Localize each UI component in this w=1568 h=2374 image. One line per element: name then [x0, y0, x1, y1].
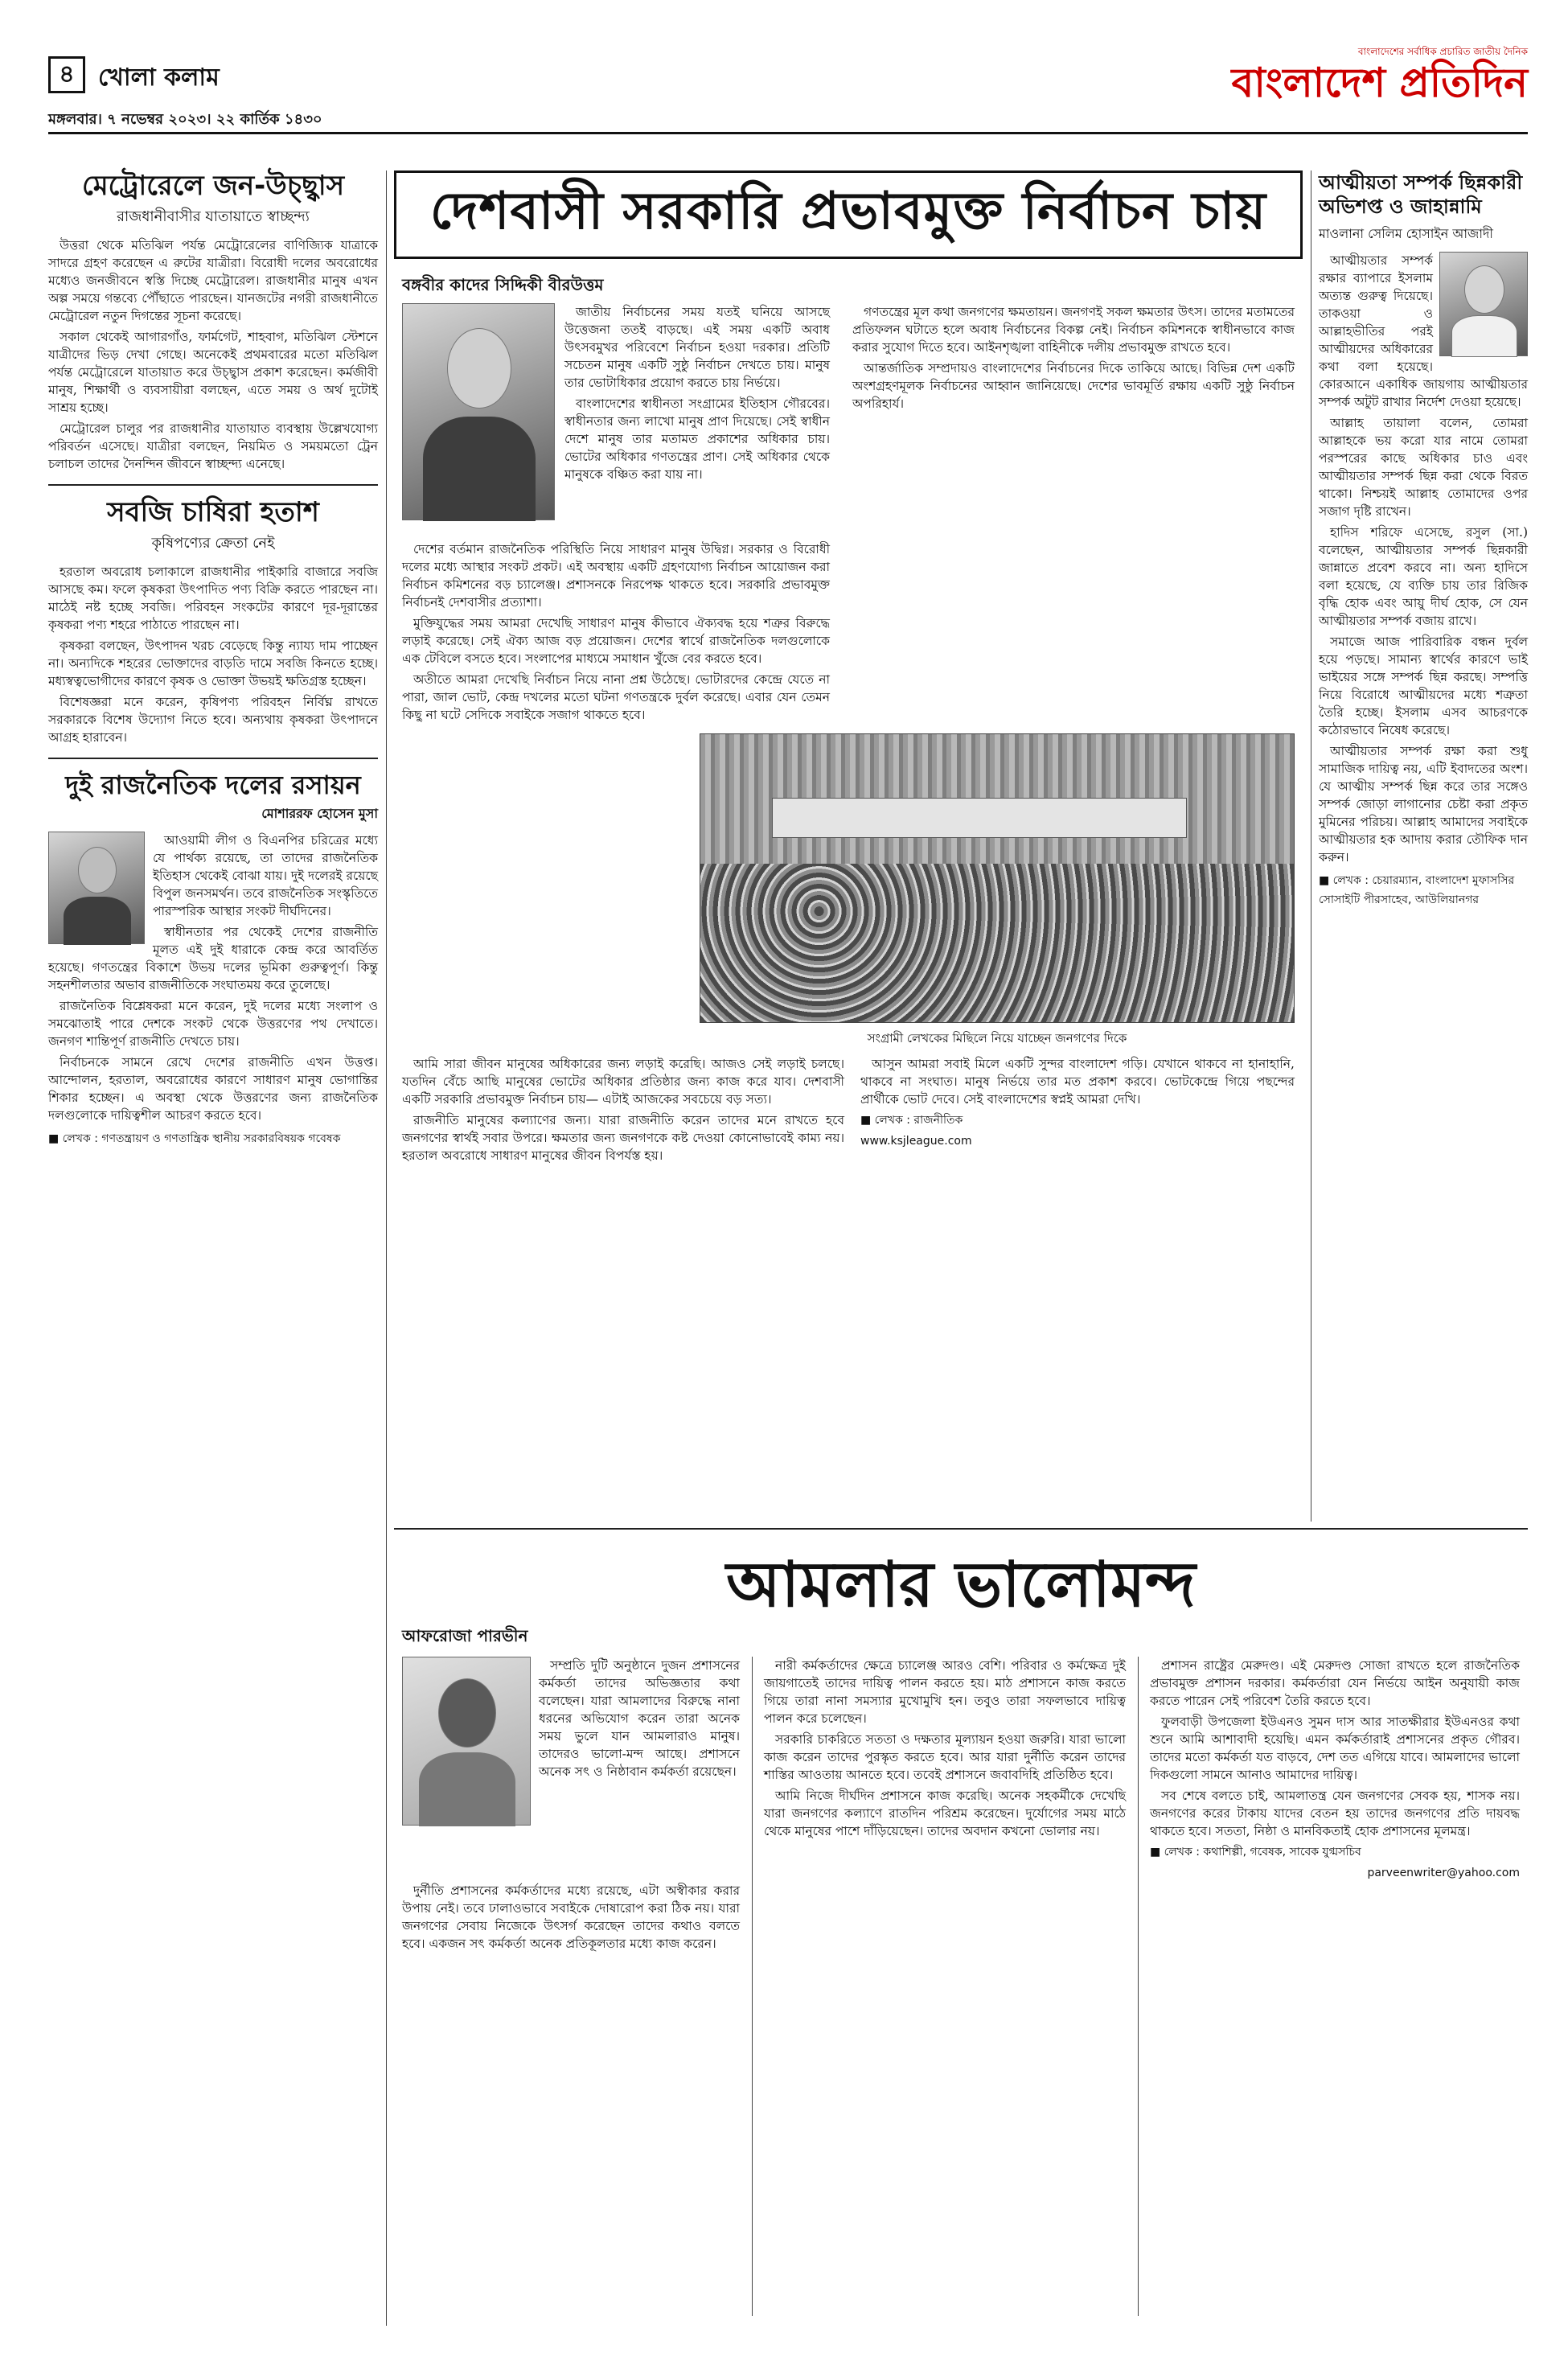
author-head-shape	[78, 847, 117, 893]
bottom-paragraph: প্রশাসন রাষ্ট্রের মেরুদণ্ড। এই মেরুদণ্ড সোজা রাখতে হলে রাজনৈতিক প্রভাবমুক্ত প্রশাসন দরকার। কর্মকর্তারা যেন নির্ভয়ে আইন অনুযায়ী কাজ করতে পারেন সেই পরিবেশ তৈরি করতে হবে।	[1150, 1658, 1520, 1708]
page-number: ৪	[48, 56, 85, 93]
bottom-column-1-top	[539, 1657, 740, 1784]
main-column-2-top	[852, 303, 1295, 416]
section-name: খোলা কলাম	[98, 64, 220, 92]
section-divider	[48, 758, 378, 759]
religion-paragraph: সমাজে আজ পারিবারিক বন্ধন দুর্বল হয়ে পড়ছে। সামান্য স্বার্থের কারণে ভাই ভাইয়ের সঙ্গে সম্পর্ক ছিন্ন করছে। সম্পত্তি নিয়ে বিরোধে আত্মীয়দের মধ্যে শত্রুতা তৈরি হচ্ছে। ইসলাম এসব আচরণকে কঠোরভাবে নিষেধ করেছে।	[1319, 635, 1528, 737]
vegetable-body	[48, 563, 378, 746]
section-divider	[48, 484, 378, 486]
politics-paragraph: আওয়ামী লীগ ও বিএনপির চরিত্রের মধ্যে যে পার্থক্য রয়েছে, তা তাদের রাজনৈতিক ইতিহাস থেকেই বোঝা যায়। দুই দলেরই রয়েছে বিপুল জনসমর্থন। তবে রাজনৈতিক সংস্কৃতিতে পারস্পরিক আস্থার সংকট দীর্ঘদিনের।	[153, 832, 378, 918]
bottom-paragraph: ফুলবাড়ী উপজেলা ইউএনও সুমন দাস আর সাতক্ষীরার ইউএনওর কথা শুনে আমি আশাবাদী হয়েছি। এমন কর্মকর্তারাই প্রশাসনের প্রকৃত গৌরব। তাদের মতো কর্মকর্তা যত বাড়বে, দেশ তত এগিয়ে যাবে। আমলাদের ভালো দিকগুলো সামনে আনাও আমাদের দায়িত্ব।	[1150, 1715, 1520, 1782]
masthead-logo: বাংলাদেশ প্রতিদিন	[1231, 60, 1528, 106]
religion-paragraph: আত্মীয়তার সম্পর্ক রক্ষার ব্যাপারে ইসলাম অত্যন্ত গুরুত্ব দিয়েছে। তাকওয়া ও আল্লাহভীতির পরই আত্মীয়দের অধিকারের কথা বলা হয়েছে। কোরআনে একাধিক জায়গায় আত্মীয়তার সম্পর্ক অটুট রাখার নির্দেশ দেওয়া হয়েছে।	[1319, 253, 1528, 409]
vegetable-paragraph: বিশেষজ্ঞরা মনে করেন, কৃষিপণ্য পরিবহন নির্বিঘ্ন রাখতে সরকারকে বিশেষ উদ্যোগ নিতে হবে। অন্যথায় কৃষকরা উৎপাদনে আগ্রহ হারাবেন।	[48, 695, 378, 745]
main-paragraph: জাতীয় নির্বাচনের সময় যতই ঘনিয়ে আসছে উত্তেজনা ততই বাড়ছে। এই সময় একটি অবাধ উৎসবমুখর পরিবেশে নির্বাচন হওয়া দরকার। প্রতিটি সচেতন মানুষ একটি সুষ্ঠু নির্বাচন দেখতে চায়। মানুষ তার ভোটাধিকার প্রয়োগ করতে চায় নির্ভয়ে।	[564, 305, 830, 390]
bottom-author-photo	[402, 1657, 531, 1826]
main-byline: বঙ্গবীর কাদের সিদ্দিকী বীরউত্তম	[402, 275, 604, 294]
left-column	[48, 170, 378, 1148]
main-paragraph: আন্তর্জাতিক সম্প্রদায়ও বাংলাদেশের নির্বাচনের দিকে তাকিয়ে আছে। বিভিন্ন দেশ একটি অংশগ্রহণমূলক নির্বাচনের আহ্বান জানিয়েছে। দেশের ভাবমূর্তি রক্ষায় একটি সুষ্ঠু নির্বাচন অপরিহার্য।	[852, 361, 1295, 411]
main-paragraph: গণতন্ত্রের মূল কথা জনগণের ক্ষমতায়ন। জনগণই সকল ক্ষমতার উৎস। তাদের মতামতের প্রতিফলন ঘটাতে হলে অবাধ নির্বাচনের বিকল্প নেই। নির্বাচন কমিশনকে স্বাধীনভাবে কাজ করার সুযোগ দিতে হবে। আইনশৃঙ্খলা বাহিনীকে দলীয় প্রভাবমুক্ত রাখতে হবে।	[852, 305, 1295, 355]
politics-footnote: ■ লেখক : গণতন্ত্রায়ণ ও গণতান্ত্রিক স্থানীয় সরকারবিষয়ক গবেষক	[48, 1132, 341, 1145]
politics-author-photo	[48, 832, 145, 944]
rally-photo	[700, 733, 1295, 1023]
bottom-column-3	[1150, 1657, 1520, 1882]
bottom-paragraph: সব শেষে বলতে চাই, আমলাতন্ত্র যেন জনগণের সেবক হয়, শাসক নয়। জনগণের করের টাকায় যাদের বেতন হয় তাদের জনগণের প্রতি দায়বদ্ধ থাকতে হবে। সততা, নিষ্ঠা ও মানবিকতাই হোক প্রশাসনের মূলমন্ত্র।	[1150, 1789, 1520, 1838]
religion-author: মাওলানা সেলিম হোসাইন আজাদী	[1319, 226, 1493, 241]
page-header	[48, 46, 1528, 161]
main-column-4	[860, 1055, 1295, 1150]
masthead	[1231, 45, 1528, 106]
metro-headline: মেট্রোরেলে জন-উচ্ছ্বাস	[81, 170, 345, 202]
vegetable-paragraph: হরতাল অবরোধ চলাকালে রাজধানীর পাইকারি বাজারে সবজি আসছে কম। ফলে কৃষকরা উৎপাদিত পণ্য বিক্রি করতে পারছেন না। মাঠেই নষ্ট হচ্ছে সবজি। পরিবহন সংকটের কারণে দূর-দূরান্তের কৃষকরা পণ্য শহরে পাঠাতে পারছেন না।	[48, 565, 378, 633]
section-divider	[394, 1528, 1528, 1530]
column-rule	[1138, 1657, 1139, 2316]
metro-paragraph: মেট্রোরেল চালুর পর রাজধানীর যাতায়াত ব্যবস্থায় উল্লেখযোগ্য পরিবর্তন এসেছে। যাত্রীরা বলছেন, নিয়মিত ও সময়মতো ট্রেন চলাচল তাদের দৈনন্দিন জীবনে স্বাচ্ছন্দ্য এনেছে।	[48, 421, 378, 472]
header-rule	[48, 132, 1528, 134]
main-paragraph: মুক্তিযুদ্ধের সময় আমরা দেখেছি সাধারণ মানুষ কীভাবে ঐক্যবদ্ধ হয়ে শত্রুর বিরুদ্ধে লড়াই করেছে। সেই ঐক্য আজ বড় প্রয়োজন। দেশের স্বার্থে রাজনৈতিক দলগুলোকে এক টেবিলে বসতে হবে। সংলাপের মাধ্যমে সমাধান খুঁজে বের করতে হবে।	[402, 616, 830, 666]
bottom-byline: আফরোজা পারভীন	[402, 1626, 528, 1645]
bottom-column-1	[402, 1882, 740, 1956]
main-paragraph: বাংলাদেশের স্বাধীনতা সংগ্রামের ইতিহাস গৌরবের। স্বাধীনতার জন্য লাখো মানুষ প্রাণ দিয়েছে। সেই স্বাধীন দেশে মানুষ তার মতামত প্রকাশের অধিকার চায়। ভোটের অধিকার গণতন্ত্রের প্রাণ। সেই অধিকার থেকে মানুষকে বঞ্চিত করা যায় না।	[564, 396, 830, 482]
rally-banner-shape	[772, 798, 1188, 838]
vegetable-headline: সবজি চাষিরা হতাশ	[107, 496, 319, 529]
main-column-1	[402, 540, 830, 727]
main-footnote: ■ লেখক : রাজনীতিক	[860, 1114, 963, 1127]
bottom-email[interactable]: parveenwriter@yahoo.com	[1367, 1866, 1520, 1879]
religion-footnote: ■ লেখক : চেয়ারম্যান, বাংলাদেশ মুফাসসির সোসাইটি পীরসাহেব, আউলিয়ানগর	[1319, 874, 1515, 906]
main-author-photo	[402, 303, 555, 520]
politics-author: মোশাররফ হোসেন মুসা	[261, 805, 378, 821]
religion-paragraph: আত্মীয়তার সম্পর্ক রক্ষা করা শুধু সামাজিক দায়িত্ব নয়, এটি ইবাদতের অংশ। যে আত্মীয় সম্পর্ক ছিন্ন করে তার সঙ্গেও সম্পর্ক জোড়া লাগানোর চেষ্টা করা প্রকৃত মুমিনের পরিচয়। আল্লাহ আমাদের সবাইকে আত্মীয়তার হক আদায় করার তৌফিক দান করুন।	[1319, 744, 1528, 865]
politics-paragraph: নির্বাচনকে সামনে রেখে দেশের রাজনীতি এখন উত্তপ্ত। আন্দোলন, হরতাল, অবরোধের কারণে সাধারণ মানুষ ভোগান্তির শিকার হচ্ছেন। এ অবস্থা থেকে উত্তরণের জন্য রাজনৈতিক দলগুলোকে দায়িত্বশীল আচরণ করতে হবে।	[48, 1054, 378, 1123]
rally-crowd-shape	[700, 864, 1294, 1022]
metro-paragraph: উত্তরা থেকে মতিঝিল পর্যন্ত মেট্রোরেলের বাণিজ্যিক যাত্রাকে সাদরে গ্রহণ করেছেন এ রুটের যাত্রীরা। বিরোধী দলের অবরোধের মধ্যেও জনজীবনে স্বস্তি দিচ্ছে মেট্রোরেল। রাজধানীর মানুষ এখন অল্প সময়ে গন্তব্যে পৌঁছাতে পারছেন। যানজটের নগরী রাজধানীতে মেট্রোরেল নতুন দিগন্তের সূচনা করেছে।	[48, 238, 378, 324]
metro-paragraph: সকাল থেকেই আগারগাঁও, ফার্মগেট, শাহবাগ, মতিঝিল স্টেশনে যাত্রীদের ভিড় দেখা গেছে। অনেকেই প্রথমবারের মতো মতিঝিল পর্যন্ত মেট্রোরেলে যাতায়াত করে উচ্ছ্বাস প্রকাশ করেছেন। কর্মজীবী মানুষ, শিক্ষার্থী ও ব্যবসায়ীরা বলছেন, এতে সময় ও অর্থ দুটোই সাশ্রয় হচ্ছে।	[48, 330, 378, 416]
religion-paragraph: আল্লাহ তায়ালা বলেন, তোমরা আল্লাহকে ভয় করো যার নামে তোমরা পরস্পরের কাছে অধিকার চাও এবং আত্মীয়তার সম্পর্ক ছিন্ন করা থেকে বিরত থাকো। নিশ্চয়ই আল্লাহ তোমাদের ওপর সজাগ দৃষ্টি রাখেন।	[1319, 416, 1528, 519]
metro-story	[48, 170, 378, 473]
vegetable-subhead: কৃষিপণ্যের ক্রেতা নেই	[151, 535, 275, 552]
bottom-paragraph: সরকারি চাকরিতে সততা ও দক্ষতার মূল্যায়ন হওয়া জরুরি। যারা ভালো কাজ করেন তাদের পুরস্কৃত করতে হবে। আর যারা দুর্নীতি করেন তাদের শাস্তির আওতায় আনতে হবে। তবেই প্রশাসনে জবাবদিহি প্রতিষ্ঠিত হবে।	[764, 1732, 1126, 1782]
bottom-story	[394, 1536, 1528, 2324]
author-body-shape	[419, 1752, 515, 1826]
main-column-3	[402, 1055, 844, 1168]
bottom-column-2	[764, 1657, 1126, 1843]
religion-headline: আত্মীয়তা সম্পর্ক ছিন্নকারী অভিশপ্ত ও জাহান্নামি	[1319, 171, 1523, 218]
masthead-tagline: বাংলাদেশের সর্বাধিক প্রচারিত জাতীয় দৈনিক	[1357, 46, 1528, 57]
politics-story	[48, 770, 378, 1148]
bottom-footnote: ■ লেখক : কথাশিল্পী, গবেষক, সাবেক যুগ্মসচিব	[1150, 1846, 1361, 1859]
author-body-shape	[64, 897, 131, 945]
vegetable-paragraph: কৃষকরা বলছেন, উৎপাদন খরচ বেড়েছে কিন্তু ন্যায্য দাম পাচ্ছেন না। অন্যদিকে শহরের ভোক্তাদের বাড়তি দামে সবজি কিনতে হচ্ছে। মধ্যস্বত্বভোগীদের কারণে কৃষক ও ভোক্তা উভয়ই ক্ষতিগ্রস্ত হচ্ছেন।	[48, 639, 378, 689]
author-head-shape	[1464, 265, 1504, 314]
vegetable-story	[48, 497, 378, 746]
author-head-shape	[447, 328, 511, 409]
dateline: মঙ্গলবার। ৭ নভেম্বর ২০২৩। ২২ কার্তিক ১৪৩০	[48, 111, 322, 128]
author-body-shape	[1451, 315, 1517, 357]
religion-author-photo	[1439, 252, 1528, 356]
main-paragraph: দেশের বর্তমান রাজনৈতিক পরিস্থিতি নিয়ে সাধারণ মানুষ উদ্বিগ্ন। সরকার ও বিরোধী দলের মধ্যে আস্থার সংকট প্রকট। এই অবস্থায় একটি গ্রহণযোগ্য নির্বাচন আয়োজন করা নির্বাচন কমিশনের বড় চ্যালেঞ্জ। প্রশাসনকে নিরপেক্ষ থাকতে হবে। সরকারি প্রভাবমুক্ত নির্বাচনই দেশবাসীর প্রত্যাশা।	[402, 542, 830, 610]
main-column-1-top	[564, 303, 830, 487]
main-paragraph: আসুন আমরা সবাই মিলে একটি সুন্দর বাংলাদেশ গড়ি। যেখানে থাকবে না হানাহানি, থাকবে না সংঘাত। মানুষ নির্ভয়ে তার মত প্রকাশ করবে। ভোটকেন্দ্রে গিয়ে পছন্দের প্রার্থীকে ভোট দেবে। সেই বাংলাদেশের স্বপ্নই আমরা দেখি।	[860, 1057, 1295, 1107]
right-column	[1319, 170, 1528, 910]
religion-paragraph: হাদিস শরিফে এসেছে, রসুল (সা.) বলেছেন, আত্মীয়তার সম্পর্ক ছিন্নকারী জান্নাতে প্রবেশ করবে না। অন্য হাদিসে বলা হয়েছে, যে ব্যক্তি চায় তার রিজিক বৃদ্ধি হোক এবং আয়ু দীর্ঘ হোক, সে যেন আত্মীয়তার সম্পর্ক বজায় রাখে।	[1319, 525, 1528, 628]
author-head-shape	[438, 1678, 496, 1748]
main-website[interactable]: www.ksjleague.com	[860, 1134, 972, 1148]
column-rule	[752, 1657, 753, 2316]
main-paragraph: আমি সারা জীবন মানুষের অধিকারের জন্য লড়াই করেছি। আজও সেই লড়াই চলছে। যতদিন বেঁচে আছি মানুষের ভোটের অধিকার প্রতিষ্ঠার জন্য কাজ করে যাব। দেশবাসী একটি সরকারি প্রভাবমুক্ত নির্বাচন চায়— এটাই আজকের সবচেয়ে বড় সত্য।	[402, 1057, 844, 1107]
column-rule	[386, 170, 387, 2326]
politics-paragraph: স্বাধীনতার পর থেকেই দেশের রাজনীতি মূলত এই দুই ধারাকে কেন্দ্র করে আবর্তিত হয়েছে। গণতন্ত্রের বিকাশে উভয় দলের ভূমিকা গুরুত্বপূর্ণ। কিন্তু সহনশীলতার অভাব রাজনীতিকে সংঘাতময় করে তুলেছে।	[48, 924, 378, 992]
author-body-shape	[423, 417, 536, 521]
main-paragraph: অতীতে আমরা দেখেছি নির্বাচন নিয়ে নানা প্রশ্ন উঠেছে। ভোটারদের কেন্দ্রে যেতে না পারা, জাল ভোট, কেন্দ্র দখলের মতো ঘটনা গণতন্ত্রকে দুর্বল করেছে। এবার যেন তেমন কিছু না ঘটে সেদিকে সবাইকে সজাগ থাকতে হবে।	[402, 672, 830, 722]
rally-photo-caption: সংগ্রামী লেখকের মিছিলে নিয়ে যাচ্ছেন জনগণের দিকে	[867, 1031, 1127, 1045]
bottom-headline: আমলার ভালোমন্দ	[726, 1549, 1196, 1621]
bottom-paragraph: সম্প্রতি দুটি অনুষ্ঠানে দুজন প্রশাসনের কর্মকর্তা তাদের অভিজ্ঞতার কথা বলেছেন। যারা আমলাদের বিরুদ্ধে নানা ধরনের অভিযোগ করেন তারা অনেক সময় ভুলে যান আমলারাও মানুষ। তাদেরও ভালো-মন্দ আছে। প্রশাসনে অনেক সৎ ও নিষ্ঠাবান কর্মকর্তা রয়েছেন।	[539, 1658, 740, 1779]
main-paragraph: রাজনীতি মানুষের কল্যাণের জন্য। যারা রাজনীতি করেন তাদের মনে রাখতে হবে জনগণের স্বার্থই সবার উপরে। ক্ষমতার জন্য জনগণকে কষ্ট দেওয়া কোনোভাবেই কাম্য নয়। হরতাল অবরোধে সাধারণ মানুষের জীবন বিপর্যস্ত হয়।	[402, 1113, 844, 1163]
main-story	[394, 170, 1303, 1522]
bottom-paragraph: নারী কর্মকর্তাদের ক্ষেত্রে চ্যালেঞ্জ আরও বেশি। পরিবার ও কর্মক্ষেত্র দুই জায়গাতেই তাদের দায়িত্ব পালন করতে হয়। মাঠ প্রশাসনে কাজ করতে গিয়ে তারা নানা সমস্যার মুখোমুখি হন। তবুও তারা সফলভাবে দায়িত্ব পালন করে চলেছেন।	[764, 1658, 1126, 1726]
metro-body	[48, 236, 378, 473]
politics-paragraph: রাজনৈতিক বিশ্লেষকরা মনে করেন, দুই দলের মধ্যে সংলাপ ও সমঝোতাই পারে দেশকে সংকট থেকে উত্তরণের পথ দেখাতে। জনগণ শান্তিপূর্ণ রাজনীতি দেখতে চায়।	[48, 998, 378, 1049]
politics-headline: দুই রাজনৈতিক দলের রসায়ন	[65, 770, 361, 801]
metro-subhead: রাজধানীবাসীর যাতায়াতে স্বাচ্ছন্দ্য	[117, 208, 310, 226]
bottom-paragraph: আমি নিজে দীর্ঘদিন প্রশাসনে কাজ করেছি। অনেক সহকর্মীকে দেখেছি যারা জনগণের কল্যাণে রাতদিন পরিশ্রম করেছেন। দুর্যোগের সময় মাঠে থেকে মানুষের পাশে দাঁড়িয়েছেন। তাদের অবদান কখনো ভোলার নয়।	[764, 1789, 1126, 1838]
bottom-paragraph: দুর্নীতি প্রশাসনের কর্মকর্তাদের মধ্যে রয়েছে, এটা অস্বীকার করার উপায় নেই। তবে ঢালাওভাবে সবাইকে দোষারোপ করা ঠিক নয়। যারা জনগণের সেবায় নিজেকে উৎসর্গ করেছেন তাদের কথাও বলতে হবে। একজন সৎ কর্মকর্তা অনেক প্রতিকূলতার মধ্যে কাজ করেন।	[402, 1883, 740, 1951]
main-headline: দেশবাসী সরকারি প্রভাবমুক্ত নির্বাচন চায়	[394, 170, 1303, 259]
